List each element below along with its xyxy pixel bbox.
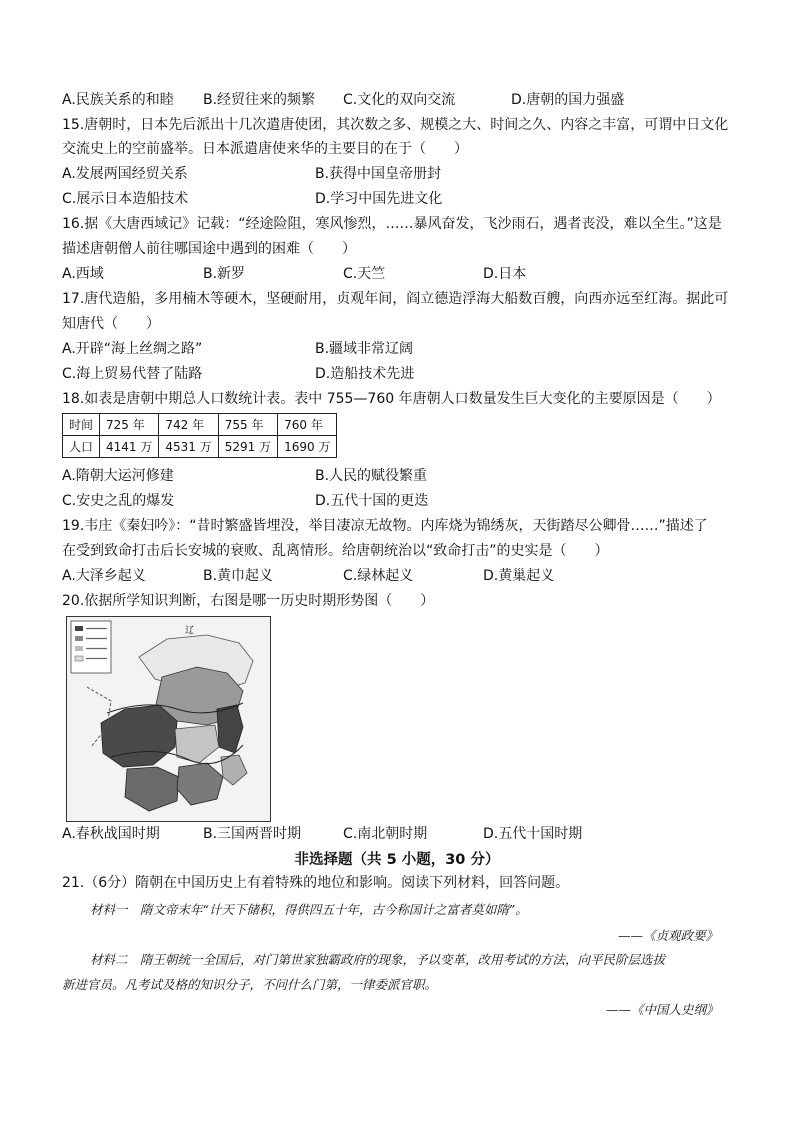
q17-option-d: D.造船技术先进 bbox=[315, 366, 415, 382]
table-cell: 人口 bbox=[63, 436, 100, 458]
legend-swatch bbox=[75, 656, 83, 661]
table-cell: 4141 万 bbox=[100, 436, 159, 458]
q15-option-b: B.获得中国皇帝册封 bbox=[315, 166, 442, 182]
q17-stem-line1: 17.唐代造船，多用楠木等硬木，坚硬耐用，贞观年间，阎立德造浮海大船数百艘，向西亦远至红海。据此可 bbox=[62, 291, 729, 307]
q15-option-d: D.学习中国先进文化 bbox=[315, 191, 443, 207]
map-region-south bbox=[177, 763, 223, 805]
section-title: 非选择题（共 5 小题，30 分） bbox=[294, 852, 500, 868]
q17-option-c: C.海上贸易代替了陆路 bbox=[62, 366, 203, 382]
q18-option-a: A.隋朝大运河修建 bbox=[62, 468, 174, 484]
map-region-east bbox=[217, 705, 243, 753]
q16-option-b: B.新罗 bbox=[203, 266, 246, 282]
table-cell: 725 年 bbox=[100, 414, 159, 436]
map-region-southwest bbox=[125, 767, 179, 811]
q21-material-2-source: ——《中国人史纲》 bbox=[606, 1002, 719, 1017]
q21-stem: 21.（6分）隋朝在中国历史上有着特殊的地位和影响。阅读下列材料，回答问题。 bbox=[62, 875, 570, 891]
q17-option-b: B.疆域非常辽阔 bbox=[315, 341, 414, 357]
q20-stem: 20.依据所学知识判断，右图是哪一历史时期形势图（ ） bbox=[62, 593, 435, 609]
q18-option-d: D.五代十国的更迭 bbox=[315, 493, 429, 509]
q15-option-c: C.展示日本造船技术 bbox=[62, 191, 189, 207]
q21-material-2-line1: 材料二 隋王朝统一全国后，对门第世家独霸政府的现象，予以变革，改用考试的方法，向平民阶层选拔 bbox=[90, 952, 666, 967]
q20-option-c: C.南北朝时期 bbox=[343, 826, 428, 842]
q16-option-d: D.日本 bbox=[483, 266, 527, 282]
q16-option-a: A.西域 bbox=[62, 266, 104, 282]
map-label: 辽 bbox=[185, 626, 195, 636]
q15-stem-line2: 交流史上的空前盛举。日本派遣唐使来华的主要目的在于（ ） bbox=[62, 141, 468, 157]
legend-swatch bbox=[75, 646, 83, 651]
q21-material-2-line2: 新进官员。凡考试及格的知识分子，不问什么门第，一律委派官职。 bbox=[62, 977, 438, 992]
q21-material-1-source: ——《贞观政要》 bbox=[618, 928, 719, 943]
legend-swatch bbox=[75, 636, 83, 641]
q20-option-b: B.三国两晋时期 bbox=[203, 826, 302, 842]
historical-map bbox=[66, 616, 271, 822]
q20-option-d: D.五代十国时期 bbox=[483, 826, 583, 842]
table-cell: 1690 万 bbox=[278, 436, 337, 458]
map-region-west bbox=[101, 705, 177, 767]
q18-option-b: B.人民的赋役繁重 bbox=[315, 468, 428, 484]
table-cell: 时间 bbox=[63, 414, 100, 436]
q15-stem-line1: 15.唐朝时，日本先后派出十几次遣唐使团，其次数之多、规模之大、时间之久、内容之丰富，可谓中日文化 bbox=[62, 117, 729, 133]
map-drawing bbox=[67, 617, 270, 821]
q14-option-d: D.唐朝的国力强盛 bbox=[511, 92, 625, 108]
table-cell: 4531 万 bbox=[159, 436, 218, 458]
table-row bbox=[63, 414, 337, 436]
q14-option-a: A.民族关系的和睦 bbox=[62, 92, 174, 108]
q15-option-a: A.发展两国经贸关系 bbox=[62, 166, 188, 182]
q17-option-a: A.开辟“海上丝绸之路” bbox=[62, 341, 203, 357]
q19-option-c: C.绿林起义 bbox=[343, 568, 414, 584]
population-table bbox=[62, 413, 337, 458]
legend-swatch bbox=[75, 626, 83, 631]
q19-option-b: B.黄巾起义 bbox=[203, 568, 274, 584]
table-cell: 5291 万 bbox=[218, 436, 277, 458]
table-cell: 760 年 bbox=[278, 414, 337, 436]
table-row bbox=[63, 436, 337, 458]
table-cell: 742 年 bbox=[159, 414, 218, 436]
q18-stem: 18.如表是唐朝中期总人口数统计表。表中 755—760 年唐朝人口数量发生巨大变化的主要原因是（ ） bbox=[62, 391, 721, 407]
table-cell: 755 年 bbox=[218, 414, 277, 436]
map-region-south-central bbox=[175, 725, 219, 763]
q20-option-a: A.春秋战国时期 bbox=[62, 826, 160, 842]
q19-option-d: D.黄巢起义 bbox=[483, 568, 555, 584]
q17-stem-line2: 知唐代（ ） bbox=[62, 316, 160, 332]
q16-option-c: C.天竺 bbox=[343, 266, 386, 282]
q16-stem-line1: 16.据《大唐西域记》记载：“经途险阻，寒风惨烈，……暴风奋发，飞沙雨石，遇者丧没，难以全生。”这是 bbox=[62, 216, 722, 232]
q19-option-a: A.大泽乡起义 bbox=[62, 568, 146, 584]
q18-option-c: C.安史之乱的爆发 bbox=[62, 493, 175, 509]
q19-stem-line1: 19.韦庄《秦妇吟》：“昔时繁盛皆埋没，举目凄凉无故物。内库烧为锦绣灰，天街踏尽公卿骨……”描述了 bbox=[62, 518, 708, 534]
q14-option-c: C.文化的双向交流 bbox=[343, 92, 456, 108]
q19-stem-line2: 在受到致命打击后长安城的衰败、乱离情形。给唐朝统治以“致命打击”的史实是（ ） bbox=[62, 543, 609, 559]
q14-option-b: B.经贸往来的频繁 bbox=[203, 92, 316, 108]
q21-material-1: 材料一 隋文帝末年“计天下储积，得供四五十年，古今称国计之富者莫如隋”。 bbox=[90, 902, 528, 917]
q16-stem-line2: 描述唐朝僧人前往哪国途中遇到的困难（ ） bbox=[62, 241, 356, 257]
